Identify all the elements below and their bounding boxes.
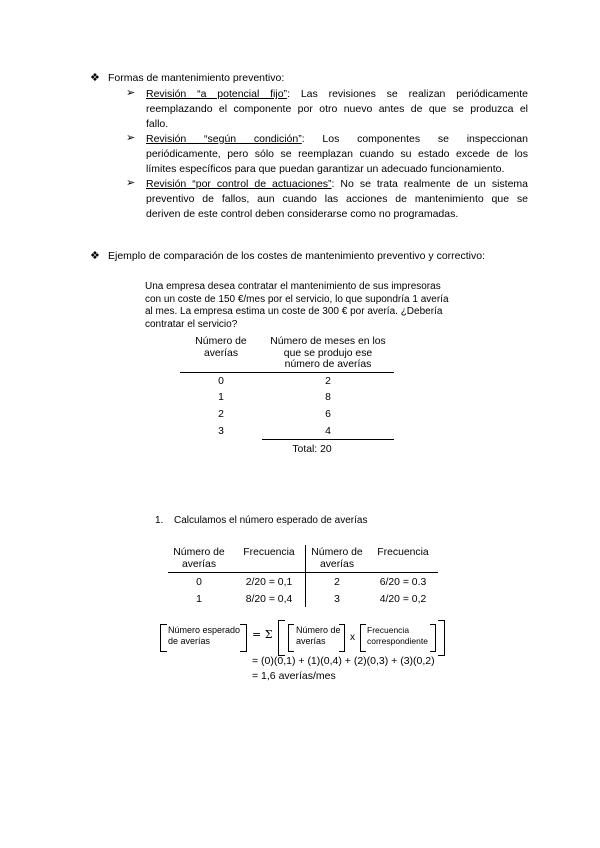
table-rule xyxy=(168,572,438,573)
item-title: Revisión “por control de actuaciones” xyxy=(146,178,332,190)
right-bracket-icon xyxy=(240,624,247,652)
table-cell: 1 xyxy=(196,594,202,605)
left-bracket-icon xyxy=(360,624,366,652)
table-rule xyxy=(180,372,394,373)
section-heading: Ejemplo de comparación de los costes de mantenimiento preventivo y correctivo: xyxy=(108,250,486,262)
table-cell: 8 xyxy=(325,392,331,403)
item-line: deriven de este control deben considerarse como no programadas. xyxy=(146,208,459,220)
diamond-bullet-icon: ❖ xyxy=(90,250,100,262)
table-cell: 8/20 = 0,4 xyxy=(245,594,293,605)
formula-result: = 1,6 averías/mes xyxy=(252,670,336,682)
arrow-bullet-icon: ➢ xyxy=(126,177,136,189)
item-first-line: Revisión “por control de actuaciones”: No se trata realmente de un sistema xyxy=(146,178,528,190)
table-total-rule xyxy=(262,439,394,440)
table-cell: 4/20 = 0,2 xyxy=(379,594,427,605)
item-title: Revisión “a potencial fijo” xyxy=(146,88,288,100)
step-number: 1. xyxy=(155,515,164,526)
item-line: preventivo de fallos, aun cuando las acciones de mantenimiento que se xyxy=(146,193,528,205)
right-bracket-icon xyxy=(430,624,436,652)
item-line: reemplazando el componente por otro nuevo antes de que se produzca el xyxy=(146,103,528,115)
outer-left-bracket-icon xyxy=(278,620,285,656)
formula-term-frecuencia: Frecuencia correspondiente xyxy=(367,625,428,646)
formula-term-averias: Número de averías xyxy=(296,625,341,646)
formula-lhs: Número esperado de averías xyxy=(168,625,241,646)
table-cell: 1 xyxy=(218,392,224,403)
table-cell: 0 xyxy=(196,577,202,588)
step-text: Calculamos el número esperado de averías xyxy=(174,515,368,526)
table-cell: 3 xyxy=(334,594,340,605)
table-header: Frecuencia xyxy=(243,547,295,558)
table-cell: 2 xyxy=(218,409,224,420)
item-line: límites específicos para que puedan garantizar un adecuado funcionamiento. xyxy=(146,163,505,175)
table-header: Número de averías xyxy=(173,547,225,570)
section-heading: Formas de mantenimiento preventivo: xyxy=(108,72,285,84)
table-cell: 2 xyxy=(325,376,331,387)
table-header-failures: Número de averías xyxy=(195,336,247,359)
equals-sigma: = Σ xyxy=(252,628,273,641)
table-header: Frecuencia xyxy=(377,547,429,558)
table-cell: 0 xyxy=(218,376,224,387)
item-title: Revisión “según condición” xyxy=(146,133,302,145)
item-first-line: Revisión “a potencial fijo”: Las revisiones se realizan periódicamente xyxy=(146,88,528,100)
problem-statement: Una empresa desea contratar el mantenimiento de sus impresoras con un coste de 150 €/mes por el servicio, lo que supondría 1 avería al mes. La empresa estima un coste de 300 € por avería. ¿Debería contratar el servicio? xyxy=(145,281,449,330)
diamond-bullet-icon: ❖ xyxy=(90,72,100,84)
item-line: periódicamente, pero sólo se reemplazan cuando su estado excede de los xyxy=(146,148,528,160)
table-header-months: Número de meses en los que se produjo ese número de averías xyxy=(270,336,386,370)
table-cell: 2/20 = 0,1 xyxy=(245,577,293,588)
table-cell: 6 xyxy=(325,409,331,420)
right-bracket-icon xyxy=(339,624,345,652)
left-bracket-icon xyxy=(288,624,294,652)
arrow-bullet-icon: ➢ xyxy=(126,87,136,99)
table-cell: 3 xyxy=(218,426,224,437)
table-cell: 6/20 = 0.3 xyxy=(379,577,427,588)
table-total: Total: 20 xyxy=(292,444,332,455)
item-first-line: Revisión “según condición”: Los componentes se inspeccionan xyxy=(146,133,528,145)
table-header: Número de averías xyxy=(311,547,363,570)
table-cell: 4 xyxy=(325,426,331,437)
arrow-bullet-icon: ➢ xyxy=(126,132,136,144)
formula-expansion: = (0)(0,1) + (1)(0,4) + (2)(0,3) + (3)(0,2) xyxy=(252,655,435,667)
outer-right-bracket-icon xyxy=(438,620,445,656)
left-bracket-icon xyxy=(160,624,167,652)
times-sign: x xyxy=(350,632,355,643)
item-line: fallo. xyxy=(146,118,169,130)
table-cell: 2 xyxy=(334,577,340,588)
